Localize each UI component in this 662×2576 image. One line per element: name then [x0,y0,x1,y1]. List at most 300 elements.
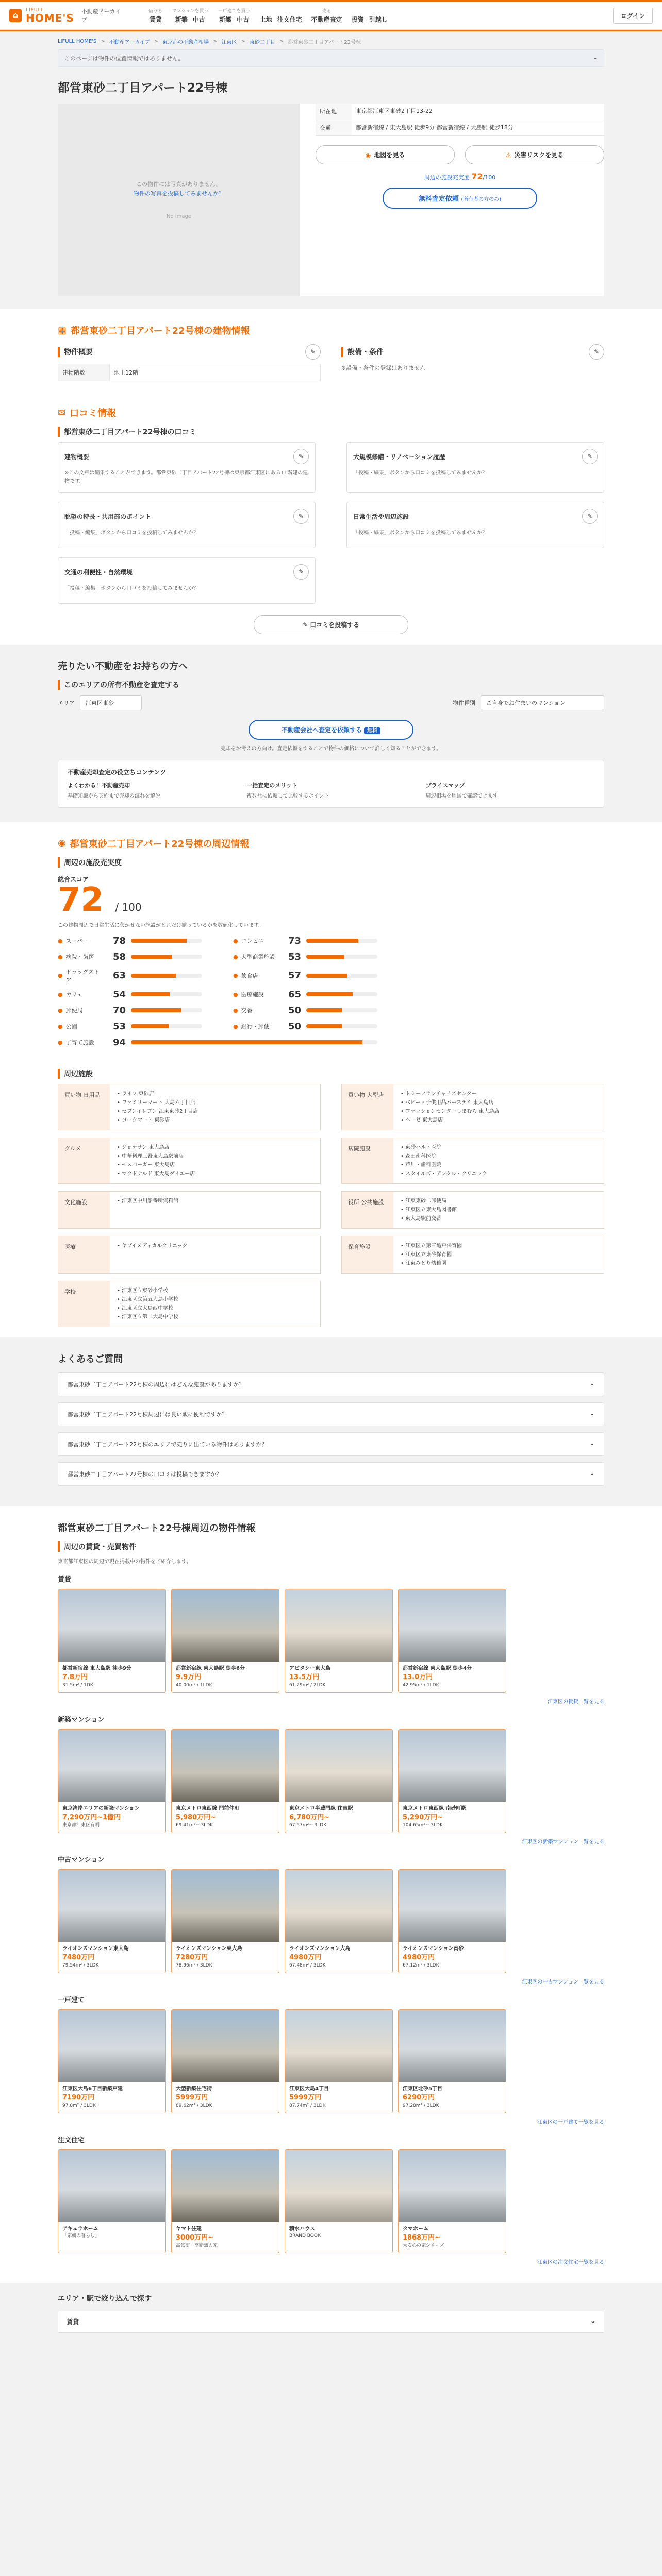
facility-icon: ● [58,953,63,960]
building-section [0,309,662,392]
faq-item[interactable] [58,1372,604,1396]
view-more-link[interactable]: 江東区の新築マンション一覧を見る [522,1839,604,1845]
equipment-note: ※設備・条件の登録はありません [341,365,426,371]
nav-item[interactable]: 引越し [369,16,388,23]
facility-bar-label [233,953,279,961]
nav-item[interactable]: 土地 [259,16,272,23]
property-detail: 78.96m² / 3LDK [176,1963,212,1968]
property-photo [58,1870,166,1942]
property-row [58,1589,604,1693]
content-title: 一括査定のメリット [246,782,297,789]
free-appraisal-sub: (所有者の方のみ) [461,197,502,202]
facility-bar-fill [131,1024,169,1028]
breadcrumb-separator-icon: > [279,39,284,44]
edit-pencil-icon[interactable]: ✎ [293,564,309,580]
facility-score-value: 72 [471,172,483,181]
property-detail: 79.54m² / 3LDK [62,1963,99,1968]
facility-bar-label [58,968,104,984]
facility-list [393,1084,604,1130]
facility-icon: ● [233,991,238,998]
facility-name: 子育て施設 [65,1039,94,1046]
breadcrumb-item[interactable]: 江東区 [221,40,237,45]
view-more-link[interactable]: 江東区の中古マンション一覧を見る [522,1979,604,1985]
facility-bar-label [58,1038,104,1046]
property-price: 5999万円 [289,2093,322,2102]
photo-placeholder[interactable] [58,104,300,296]
facility-item[interactable]: • 江東区立東砂保育園 [401,1250,597,1259]
view-more-link-wrap [58,1837,604,1845]
facility-name: 大型商業施設 [241,954,275,960]
facility-bar [58,1037,377,1048]
faq-question: 都営東砂二丁目アパート22号棟の周辺にはどんな施設がありますか？ [68,1381,245,1388]
property-body [399,1942,506,1973]
facility-bar-fill [306,939,358,943]
view-more-link-wrap [58,2117,604,2125]
post-review-label: 口コミを投稿する [310,621,360,629]
nav-caption: 売る [322,9,332,14]
logo-brand-text: HOME'S [26,11,74,24]
speech-bubble-icon: ✉ [58,407,66,418]
facility-item[interactable]: • ファッションセンターしまむら 東大島店 [401,1107,597,1116]
facility-category [58,1191,321,1229]
nav-item[interactable]: 新築 [175,16,188,23]
property-card[interactable] [171,2149,279,2253]
edit-pencil-icon[interactable]: ✎ [582,449,598,464]
review-cards [58,442,604,604]
facility-bar-track [131,974,202,978]
property-detail: 大安心の家シリーズ [403,2243,444,2248]
property-name: ヤマト住建 [176,2226,202,2232]
equipment-heading: 設備・条件 [341,347,384,357]
breadcrumb-separator-icon: > [154,39,159,44]
property-name: 江東区北砂5丁目 [403,2086,442,2092]
property-card[interactable] [171,1589,279,1693]
property-card[interactable] [398,1589,506,1693]
nav-group [218,7,251,24]
property-detail: 31.5m² / 1DK [62,1683,93,1688]
facility-bar-label [233,972,279,980]
breadcrumb-separator-icon: > [241,39,245,44]
property-card[interactable] [171,1729,279,1833]
facility-category-name: 買い物 大型店 [342,1084,393,1130]
facility-item[interactable]: • ライフ 東砂店 [117,1090,313,1098]
content-link[interactable] [246,782,415,800]
facility-score: 94 [112,1037,126,1048]
property-card[interactable] [285,2009,393,2113]
property-card[interactable] [171,1869,279,1973]
facility-item[interactable]: • 江東区立第五大島小学校 [117,1295,313,1304]
area-accordion-label: 賃貸 [67,2318,79,2326]
facility-score: 70 [112,1005,126,1016]
property-price: 5,290万円~ [403,1813,443,1821]
building-heading-text: 都営東砂二丁目アパート22号棟の建物情報 [71,326,250,336]
nav-group [311,7,342,24]
property-detail: BRAND BOOK [289,2233,321,2239]
login-button[interactable]: ログイン [613,8,653,24]
review-card-header [353,449,598,464]
facility-icon: ● [233,953,238,960]
facility-item[interactable]: • 江東区立第二大島中学校 [117,1313,313,1321]
faq-item[interactable] [58,1462,604,1486]
property-detail: 87.74m² / 3LDK [289,2103,326,2108]
property-price: 13.5万円 [289,1673,320,1681]
free-appraisal-button[interactable] [383,188,537,209]
faq-item[interactable] [58,1432,604,1456]
site-header [0,2,662,30]
facility-item[interactable]: • 江東みどり幼稚園 [401,1259,597,1268]
property-detail: 67.57m²~ 3LDK [289,1823,327,1828]
global-nav [148,7,388,24]
facility-category [58,1281,321,1327]
facility-score: 50 [288,1005,301,1016]
review-card [58,502,316,548]
review-card-text: ※この文章は編集することができます。都営東砂二丁目アパート22号棟は東京都江東区にある11階建の建物です。 [64,470,308,484]
property-photo [58,2150,166,2222]
nav-item[interactable]: 中古 [192,16,205,23]
nav-item[interactable]: 不動産査定 [311,16,342,23]
property-name: 東京メトロ東西線 南砂町駅 [403,1805,467,1811]
location-notice[interactable] [58,49,604,67]
type-select[interactable]: ご自身でお住まいのマンション [481,695,604,710]
property-body [58,1662,166,1692]
facility-bar-fill [131,1008,181,1012]
property-price: 3000万円~ [176,2233,214,2242]
review-card-header [64,564,309,580]
score-note: この建物周辺で日常生活に欠かせない施設がどれだけ揃っているかを数値化しています。 [58,922,264,928]
facility-item[interactable]: • ヨークマート 東砂店 [117,1116,313,1125]
facility-item[interactable]: • ヤブイメディカルクリニック [117,1242,313,1250]
facility-item[interactable]: • 江東東砂二郵便局 [401,1197,597,1206]
facility-score: 53 [288,951,301,962]
property-price: 7,290万円~1億円 [62,1813,121,1821]
facility-list [110,1281,320,1327]
property-name: 都営新宿線 東大島駅 徒歩6分 [176,1665,245,1671]
property-card[interactable] [398,2009,506,2113]
view-more-link[interactable]: 江東区の注文住宅一覧を見る [537,2259,604,2265]
facility-bar-fill [131,955,172,959]
facility-name: 郵便局 [65,1007,83,1014]
edit-pencil-icon[interactable]: ✎ [293,509,309,524]
facility-list [393,1192,604,1228]
content-desc: 基礎知識から契約まで売却の流れを解説 [68,793,160,799]
facility-bar [233,989,377,1000]
property-card[interactable] [285,1589,393,1693]
facility-icon: ● [233,937,238,944]
property-price: 6290万円 [403,2093,435,2102]
breadcrumb-item[interactable]: 東京都の不動産相場 [162,40,209,45]
property-body [285,1802,392,1833]
summary-info [316,104,604,296]
property-photo [172,1730,279,1802]
property-row [58,2009,604,2113]
facility-list [110,1084,320,1130]
area-search-heading: エリア・駅で絞り込んで探す [58,2294,152,2303]
nearby-facilities-heading: 周辺施設 [58,1069,604,1079]
property-photo [58,1589,166,1662]
property-name: 東京湾岸エリアの新築マンション [62,1805,140,1811]
property-photo [172,1870,279,1942]
overview-row [58,364,321,381]
facility-bar-track [131,939,202,943]
edit-pencil-icon[interactable]: ✎ [589,344,604,360]
facility-item[interactable]: • 芦川・歯科医院 [401,1161,597,1170]
facility-name: スーパー [65,938,88,944]
listing-group-heading: 注文住宅 [58,2136,85,2144]
sell-form [58,695,604,710]
facility-bar-track [306,955,377,959]
main-top [58,31,604,296]
facility-bar-track [306,1008,377,1012]
property-price: 13.0万円 [403,1673,433,1681]
area-select[interactable]: 江東区東砂 [80,695,142,710]
facility-item[interactable]: • モスバーガー 東大島店 [117,1161,313,1170]
facility-item[interactable]: • トミーフランチャイズセンター [401,1090,597,1098]
facility-bar-label [233,1006,279,1014]
post-review-button[interactable] [254,615,408,634]
facility-bar-fill [306,1024,342,1028]
facility-score: 73 [288,935,301,946]
facility-icon: ● [58,1023,63,1030]
property-card[interactable] [398,2149,506,2253]
faq-heading: よくあるご質問 [58,1353,123,1365]
nav-caption: 借りる [148,9,163,14]
content-link[interactable] [68,782,236,800]
facility-score-line[interactable] [316,172,604,181]
edit-pencil-icon[interactable]: ✎ [305,344,321,360]
review-card-title: 交通の利便性・自然環境 [64,568,133,576]
property-row [58,1869,604,1973]
request-appraisal-button[interactable] [249,720,413,740]
disaster-risk-button[interactable] [465,145,604,164]
nav-item[interactable]: 注文住宅 [277,16,302,23]
facility-list [110,1138,320,1183]
facility-bar-track [131,1040,377,1044]
review-card-header [64,509,309,524]
sell-note: 売却をお考えの方向け。査定依頼をすることで物件の価格について詳しく知ることができます。 [220,746,442,752]
property-photo [58,2010,166,2082]
review-card [58,442,316,493]
sell-section [0,645,662,822]
property-price: 6,780万円~ [289,1813,330,1821]
property-body [285,2222,392,2243]
content-desc: 周辺相場を地図で確認できます [425,793,498,799]
property-card[interactable] [58,1589,166,1693]
facility-item[interactable]: • 江東区立大島西中学校 [117,1304,313,1313]
nav-row [260,15,302,24]
review-card-header [353,509,598,524]
info-key: 所在地 [316,104,352,120]
logo-subtitle: 不動産アーカイブ [81,8,121,23]
property-detail: 高気密・高断熱の家 [176,2243,218,2248]
edit-pencil-icon[interactable]: ✎ [582,509,598,524]
facility-icon: ● [58,1007,63,1014]
facility-bar-fill [131,939,187,943]
facility-item[interactable]: • 江東区立東大島図書館 [401,1206,597,1214]
chevron-down-icon: ⌄ [589,1469,594,1477]
property-row [58,1729,604,1833]
facility-item[interactable]: • 東砂ハルト医院 [401,1143,597,1152]
facility-bar-track [131,992,202,996]
property-card[interactable] [171,2009,279,2113]
nav-group [148,7,162,24]
property-card[interactable] [398,1869,506,1973]
facility-item[interactable]: • 江東区中川船番所資料館 [117,1197,313,1206]
property-card[interactable] [285,1729,393,1833]
property-detail: 40.00m² / 1LDK [176,1683,212,1688]
nav-item[interactable]: 投資 [351,16,364,23]
facility-item[interactable]: • スタイルズ・デンタル・クリニック [401,1170,597,1178]
nav-group [352,14,388,24]
property-detail: 東京都江東区有明 [62,1823,100,1828]
content-link[interactable] [426,782,594,800]
site-logo[interactable] [9,7,123,24]
property-name: 東京メトロ東西線 門前仲町 [176,1805,240,1811]
breadcrumb-separator-icon: > [213,39,218,44]
property-body [172,1662,279,1692]
nav-group [172,7,209,24]
facility-item[interactable]: • 江東区立東砂小学校 [117,1286,313,1295]
facility-bar-label [233,1022,279,1030]
free-badge: 無料 [364,727,380,734]
facility-score: 78 [112,935,126,946]
property-card[interactable] [58,2149,166,2253]
total-score-label: 総合スコア [58,875,89,883]
facility-item[interactable]: • ファミリーマート 大島六丁目店 [117,1098,313,1107]
nav-item[interactable]: 賃貸 [149,16,162,23]
facility-icon: ● [233,972,238,979]
info-key: 交通 [316,120,352,136]
view-map-button[interactable] [316,145,455,164]
breadcrumb-item[interactable]: LIFULL HOME'S [58,39,97,44]
facility-category-name: 保育施設 [342,1236,393,1273]
facility-item[interactable]: • 森田歯科医院 [401,1152,597,1161]
breadcrumb-item[interactable]: 東砂二丁目 [249,40,275,45]
facility-category [341,1191,604,1229]
disaster-risk-label: 災害リスクを見る [514,151,564,159]
faq-item[interactable] [58,1402,604,1426]
property-card[interactable] [58,1729,166,1833]
property-name: ライオンズマンション東大島 [176,1945,242,1952]
facility-item[interactable]: • 東大島駅前交番 [401,1214,597,1223]
facility-bar [58,1021,202,1032]
property-body [399,2082,506,2113]
facility-bar-track [131,1008,202,1012]
property-name: 大型新築住宅街 [176,2086,212,2092]
overview-table [58,364,321,381]
property-row [58,2149,604,2253]
property-card[interactable] [58,2009,166,2113]
facility-name: 公園 [65,1023,77,1030]
facility-category-name: 買い物 日用品 [58,1084,110,1130]
property-photo [172,1589,279,1662]
reviews-subheading: 都営東砂二丁目アパート22号棟の口コミ [58,427,604,437]
helpful-contents [58,760,604,808]
facility-name: コンビニ [241,938,264,944]
view-map-label: 地図を見る [374,151,405,159]
nav-item[interactable]: 中古 [237,16,250,23]
property-name: 東京メトロ半蔵門線 住吉駅 [289,1805,353,1811]
nav-item[interactable]: 新築 [219,16,232,23]
property-price: 4980万円 [403,1953,435,1961]
view-more-link[interactable]: 江東区の一戸建て一覧を見る [537,2119,604,2125]
property-name: 積水ハウス [289,2226,315,2232]
breadcrumb-item[interactable]: 不動産アーカイブ [109,40,150,45]
property-card[interactable] [285,2149,393,2253]
property-photo [172,2010,279,2082]
property-card[interactable] [285,1869,393,1973]
facility-score-label: 周辺の施設充実度 [424,174,470,181]
facility-item[interactable]: • ヘーゼ 東大島店 [401,1116,597,1125]
facility-bar [233,1021,377,1032]
property-name: タマホーム [403,2226,428,2232]
chevron-down-icon: ⌄ [589,1439,594,1447]
warning-icon: ⚠ [505,151,511,159]
property-detail: 61.29m² / 2LDK [289,1683,326,1688]
nav-row [150,15,162,24]
facility-category [58,1138,321,1184]
property-photo [399,1870,506,1942]
facility-score: 50 [288,1021,301,1032]
faq-section [0,1337,662,1506]
facility-item[interactable]: • ジョナサン 東大島店 [117,1143,313,1152]
property-name: 江東区大島6丁目新築戸建 [62,2086,123,2092]
property-name: アビタシー東大島 [289,1665,330,1671]
review-card [346,502,604,548]
review-card-title: 眺望の特長・共用部のポイント [64,513,152,520]
type-label: 物件種別 [453,700,475,706]
view-more-link[interactable]: 江東区の賃貸一覧を見る [548,1699,604,1705]
facility-bar-fill [131,974,176,978]
property-card[interactable] [398,1729,506,1833]
summary-area [58,104,604,296]
chevron-down-icon: ⌄ [592,54,598,61]
property-body [58,2082,166,2113]
facility-bar-track [131,955,202,959]
property-body [285,1662,392,1692]
property-name: 江東区大島4丁目 [289,2086,329,2092]
facility-item[interactable]: • 江東区立第三亀戸保育園 [401,1242,597,1250]
building-icon: ▦ [58,325,67,336]
notice-text: このページは物件の位置情報ではありません。 [64,55,184,62]
facility-score: 54 [112,989,126,1000]
breadcrumb [58,31,604,49]
edit-pencil-icon[interactable]: ✎ [293,449,309,464]
facility-item[interactable]: • セブンイレブン 江東東砂2丁目店 [117,1107,313,1116]
property-detail: 97.28m² / 3LDK [403,2103,439,2108]
property-detail: 42.95m² / 1LDK [403,1683,439,1688]
area-accordion-rent[interactable] [58,2311,604,2333]
property-photo [285,1870,392,1942]
facility-item[interactable]: • 中華料理三吾東大島駅前店 [117,1152,313,1161]
reviews-heading [58,406,604,419]
facility-item[interactable]: • ベビー・子供用品バースデイ 東大島店 [401,1098,597,1107]
facility-score: 57 [288,970,301,981]
property-name: ライオンズマンション南砂 [403,1945,464,1952]
property-body [58,1942,166,1973]
facility-icon: ● [233,1007,238,1014]
building-heading [58,324,604,337]
property-photo [285,1589,392,1662]
post-photo-link[interactable]: 物件の写真を投稿してみませんか？ [134,190,224,197]
facility-list [110,1192,320,1228]
facility-category-name: グルメ [58,1138,110,1183]
facility-item[interactable]: • マクドナルド 東大島ダイエー店 [117,1170,313,1178]
review-card [346,442,604,493]
area-label: エリア [58,700,75,706]
property-detail: 97.8m² / 3LDK [62,2103,96,2108]
facility-score-heading: 周辺の施設充実度 [58,857,604,868]
property-card[interactable] [58,1869,166,1973]
